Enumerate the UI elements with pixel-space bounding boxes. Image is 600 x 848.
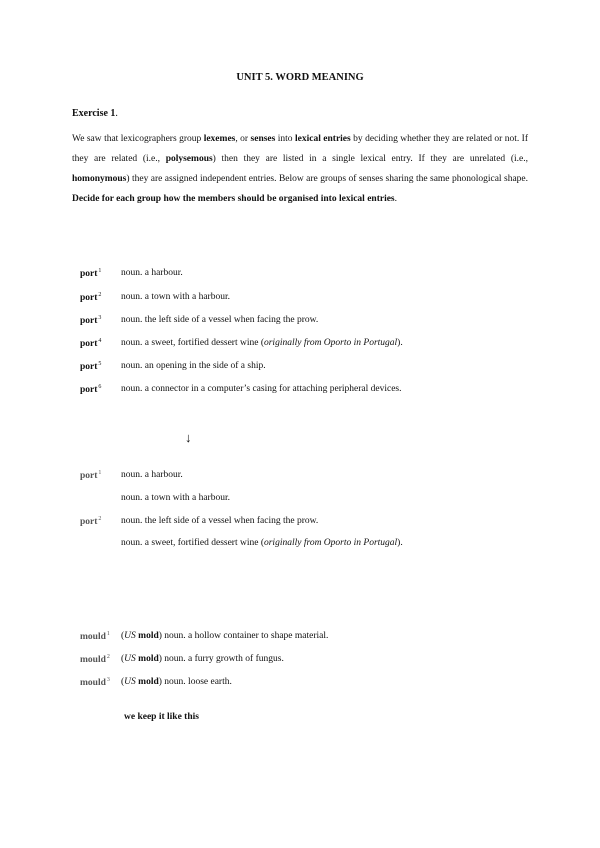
headword-mould-3 [80,677,110,688]
definition: (US mold) noun. a furry growth of fungus. [121,654,284,664]
definition: (US mold) noun. loose earth. [121,677,232,687]
definition: noun. an opening in the side of a ship. [121,361,266,371]
superscript: 3 [106,677,110,683]
superscript: 2 [106,654,110,660]
page-title: UNIT 5. WORD MEANING [236,72,364,83]
superscript: 5 [98,361,102,367]
definition: (US mold) noun. a hollow container to shape material. [121,631,329,641]
headword-text: mould [80,655,106,666]
etymology: originally from Oporto in Portugal [263,338,398,348]
superscript: 1 [106,631,110,637]
headword-port-3 [80,315,101,326]
grouped-headword-2 [80,516,101,527]
definition-text: ). [397,338,403,348]
superscript: 3 [98,315,102,321]
us-label: US [124,677,136,687]
superscript: 6 [98,384,102,390]
definition: noun. the left side of a vessel when facing the prow. [121,315,319,325]
definition-text: noun. a sweet, fortified dessert wine ( [121,338,264,348]
headword-text: port [80,269,98,280]
exercise-label: Exercise 1 [72,108,116,119]
headword-port-5 [80,361,101,372]
intro-text: . [394,194,398,204]
definition-text: noun. a sweet, fortified dessert wine ( [121,538,264,548]
superscript: 1 [98,268,102,274]
exercise-period: . [115,108,118,119]
headword-mould-2 [80,654,110,665]
headword-mould-1 [80,631,110,642]
definition-text: ). [397,538,403,548]
intro-text: , or [235,134,251,144]
headword-port-1 [80,268,101,279]
headword-port-6 [80,384,101,395]
headword-port-4 [80,338,101,349]
headword-text: port [80,293,98,304]
intro-paragraph [72,129,528,209]
us-spelling: mold [138,677,159,687]
grouped-headword-1 [80,470,101,481]
headword-text: port [80,517,98,528]
headword-text: port [80,471,98,482]
etymology: originally from Oporto in Portugal [263,538,398,548]
headword-text: mould [80,678,106,689]
definition-text: ) noun. a hollow container to shape material. [158,631,329,641]
exercise-heading [72,108,118,119]
intro-text: by deciding whether they are related or not. If they are related (i.e., [72,134,529,164]
us-label: US [124,654,136,664]
definition: noun. a harbour. [121,470,183,480]
term-lexemes: lexemes [203,134,236,144]
superscript: 2 [98,292,102,298]
headword-text: port [80,362,98,373]
headword-port-2 [80,292,101,303]
intro-text: ) then they are listed in a single lexical entry. If they are unrelated (i.e., [212,154,528,164]
definition-text: ) noun. loose earth. [158,677,232,687]
us-label: US [124,631,136,641]
headword-text: mould [80,632,106,643]
headword-text: port [80,316,98,327]
definition: noun. a town with a harbour. [121,493,230,503]
headword-text: port [80,385,98,396]
superscript: 4 [98,338,102,344]
intro-text: We saw that lexicographers group [72,134,204,144]
definition: noun. a town with a harbour. [121,292,230,302]
down-arrow-icon: ↓ [185,430,192,445]
definition-text: ) noun. a furry growth of fungus. [158,654,284,664]
instruction: Decide for each group how the members should be organised into lexical entries [72,194,395,204]
intro-text: into [275,134,295,144]
superscript: 2 [98,516,102,522]
definition: noun. the left side of a vessel when facing the prow. [121,516,319,526]
us-spelling: mold [138,654,159,664]
definition: noun. a harbour. [121,268,183,278]
definition [121,538,403,548]
term-polysemous: polysemous [165,154,213,164]
note-text: we keep it like this [124,712,199,722]
us-spelling: mold [138,631,159,641]
term-lexical-entries: lexical entries [295,134,351,144]
term-homonymous: homonymous [72,174,127,184]
intro-text: ) they are assigned independent entries. Below are groups of senses sharing the same phonological shape. [126,174,528,184]
headword-text: port [80,339,98,350]
term-senses: senses [250,134,276,144]
superscript: 1 [98,470,102,476]
definition [121,338,403,348]
definition: noun. a connector in a computer’s casing for attaching peripheral devices. [121,384,402,394]
